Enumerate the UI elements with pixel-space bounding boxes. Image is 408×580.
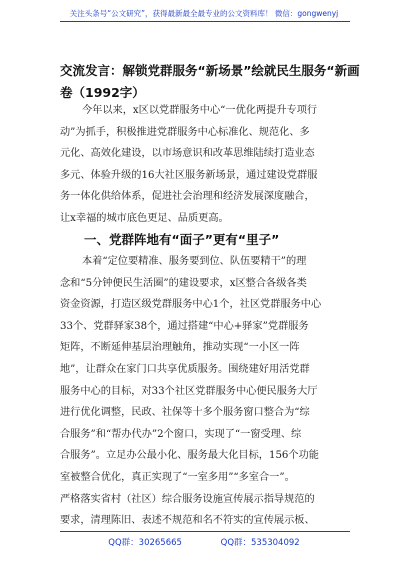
paragraph-line: 动”为抓手，积极推进党群服务中心标准化、规范化、多 — [60, 126, 310, 138]
paragraph-line: 务一体化供给体系，促进社会治理和经济发展深度融合， — [60, 191, 315, 203]
paragraph-line: 严格落实省村（社区）综合服务设施宣传展示指导规范的 — [60, 493, 315, 505]
paragraph-line: 元化、高效化建设，以市场意识和改革思维陆续打造业态 — [60, 148, 315, 160]
paragraph-line: 合服务”和“帮办代办”2个窗口，实现了“一窗受理、综 — [60, 428, 302, 440]
paragraph-line: 念和“5分钟便民生活圈”的建设要求，x区整合各级各类 — [60, 277, 307, 289]
footer-divider — [60, 531, 350, 532]
paragraph-line: 本着“定位要精准、服务要到位、队伍要精干”的理 — [82, 256, 307, 267]
paragraph-line: 进行优化调整，民政、社保等十多个服务窗口整合为“综 — [60, 407, 310, 419]
paragraph-line: 33个、党群驿家38个，通过搭建“中心+驿家”党群服务 — [60, 320, 309, 332]
paragraph-line: 资金资源，打造区级党群服务中心1个，社区党群服务中心 — [60, 299, 322, 311]
paragraph-line: 让x幸福的城市底色更足、品质更高。 — [60, 212, 229, 224]
paragraph-line: 今年以来，x区以党群服务中心“一优化两提升专项行 — [82, 105, 318, 116]
header-banner: 关注头条号“公文研究”，获得最新最全最专业的公文资料库！ 微信：gongwenyj — [69, 9, 339, 18]
qq-group-1: QQ群：30265665 — [108, 538, 182, 548]
paragraph-line: 室被整合优化，真正实现了“一室多用”“多室合一”。 — [60, 471, 295, 483]
title-line: 交流发言：解锁党群服务“新场景”绘就民生服务“新画 — [60, 63, 360, 78]
paragraph-line: 服务中心的目标，对33个社区党群服务中心便民服务大厅 — [60, 385, 318, 397]
paragraph-line: 多元、体验升级的16大社区服务新场景，通过建设党群服 — [60, 169, 318, 181]
qq-group-2: QQ群：535304092 — [220, 538, 300, 548]
section-heading: 一、党群阵地有“面子”更有“里子” — [84, 232, 280, 247]
paragraph-line: 合服务”。立足办公最小化、服务最大化目标，156个功能 — [60, 450, 319, 462]
paragraph-line: 要求，清理陈旧、表述不规范和名不符实的宣传展示板、 — [60, 515, 315, 527]
intro-paragraph — [60, 100, 356, 230]
paragraph-line: 地”，让群众在家门口共享优质服务。围绕建好用活党群 — [60, 363, 310, 375]
paragraph-line: 矩阵，不断延伸基层治理触角，推动实现“一小区一阵 — [60, 342, 300, 354]
header-divider — [60, 21, 350, 22]
title-line: 卷（1992字） — [60, 85, 145, 100]
document-title — [60, 60, 360, 104]
section-paragraph — [60, 251, 356, 532]
footer — [0, 536, 408, 548]
